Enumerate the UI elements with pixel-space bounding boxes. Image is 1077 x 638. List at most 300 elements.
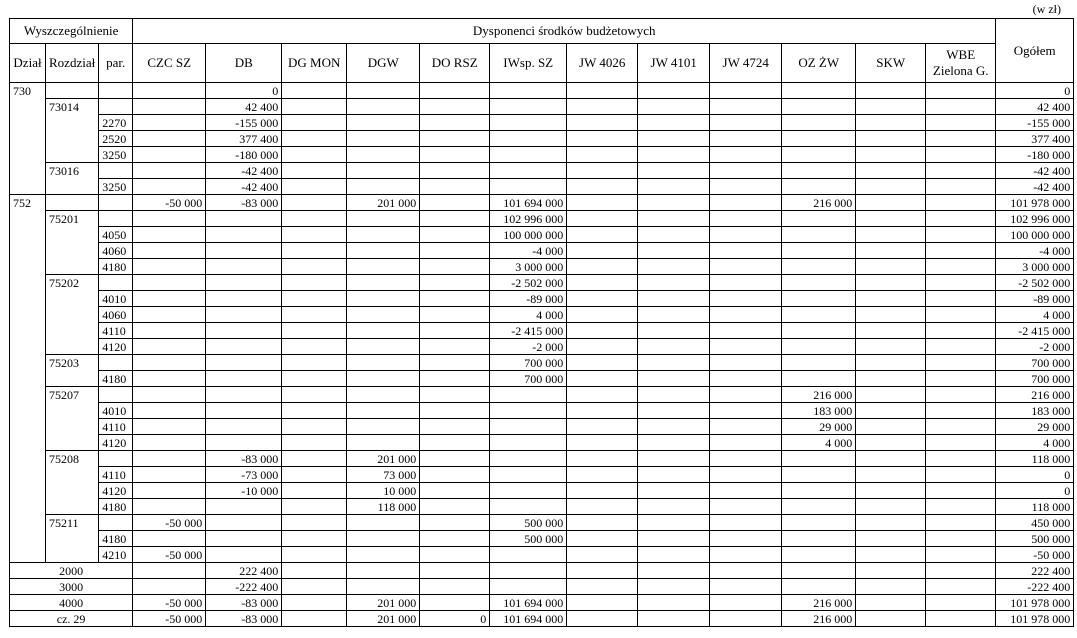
value-cell: [206, 499, 282, 515]
value-cell: 118 000: [347, 499, 420, 515]
value-cell: [282, 99, 347, 115]
value-cell: [490, 83, 567, 99]
value-cell: [347, 579, 420, 595]
rozdzial-cell: [46, 419, 99, 435]
table-row: [10, 99, 1074, 115]
value-cell: [638, 547, 710, 563]
value-cell: 73 000: [347, 467, 420, 483]
table-row: [10, 403, 1074, 419]
value-cell: -4 000: [490, 243, 567, 259]
value-cell: [782, 275, 856, 291]
table-row: [10, 531, 1074, 547]
value-cell: [856, 403, 926, 419]
value-cell: [133, 131, 206, 147]
value-cell: [282, 163, 347, 179]
par-cell: 4210: [99, 547, 133, 563]
value-cell: [926, 227, 996, 243]
value-cell: -155 000: [206, 115, 282, 131]
value-cell: -83 000: [206, 595, 282, 611]
value-cell: [856, 467, 926, 483]
value-cell: [710, 227, 782, 243]
value-cell: 10 000: [347, 483, 420, 499]
value-cell: [638, 467, 710, 483]
value-cell: [638, 371, 710, 387]
rozdzial-cell: [46, 323, 99, 339]
value-cell: [490, 163, 567, 179]
par-cell: 4110: [99, 419, 133, 435]
value-cell: 216 000: [782, 387, 856, 403]
value-cell: [206, 243, 282, 259]
table-row: [10, 115, 1074, 131]
table-row: [10, 499, 1074, 515]
value-cell: [420, 355, 490, 371]
value-cell: -42 400: [206, 179, 282, 195]
value-cell: [490, 547, 567, 563]
value-cell: [490, 387, 567, 403]
value-cell: [282, 531, 347, 547]
value-cell: [567, 579, 638, 595]
value-cell: [282, 227, 347, 243]
value-cell: 0: [206, 83, 282, 99]
summary-row: [10, 611, 1074, 627]
value-cell: [567, 339, 638, 355]
dzial-cell: [10, 243, 46, 259]
total-cell: 100 000 000: [996, 227, 1074, 243]
value-cell: [856, 611, 926, 627]
value-cell: [856, 499, 926, 515]
rozdzial-cell: [46, 291, 99, 307]
value-cell: [926, 259, 996, 275]
value-cell: -50 000: [133, 611, 206, 627]
value-cell: [420, 131, 490, 147]
value-cell: [420, 243, 490, 259]
value-cell: [133, 579, 206, 595]
value-cell: [206, 307, 282, 323]
budget-table: [9, 18, 1074, 627]
value-cell: [710, 499, 782, 515]
par-cell: 4120: [99, 435, 133, 451]
par-cell: 4010: [99, 403, 133, 419]
value-cell: [856, 179, 926, 195]
table-row: [10, 323, 1074, 339]
value-cell: -2 502 000: [490, 275, 567, 291]
value-cell: [420, 371, 490, 387]
rozdzial-cell: 75203: [46, 355, 99, 371]
value-cell: [856, 163, 926, 179]
dzial-cell: [10, 131, 46, 147]
value-cell: [347, 179, 420, 195]
dzial-cell: [10, 515, 46, 531]
value-cell: -10 000: [206, 483, 282, 499]
table-body: [10, 83, 1074, 627]
value-cell: [710, 179, 782, 195]
table-row: [10, 83, 1074, 99]
value-cell: 201 000: [347, 451, 420, 467]
value-cell: -2 415 000: [490, 323, 567, 339]
value-cell: [638, 339, 710, 355]
value-cell: [782, 339, 856, 355]
rozdzial-cell: [46, 259, 99, 275]
value-cell: [638, 83, 710, 99]
value-cell: [206, 275, 282, 291]
value-cell: [926, 371, 996, 387]
dzial-cell: [10, 467, 46, 483]
value-cell: [710, 515, 782, 531]
value-cell: [567, 259, 638, 275]
value-cell: [282, 323, 347, 339]
par-cell: 4180: [99, 499, 133, 515]
header-col-5: IWsp. SZ: [490, 44, 567, 83]
rozdzial-cell: [46, 307, 99, 323]
dzial-cell: [10, 179, 46, 195]
header-col-2: DG MON: [282, 44, 347, 83]
value-cell: [133, 371, 206, 387]
total-cell: -42 400: [996, 179, 1074, 195]
table-row: [10, 211, 1074, 227]
total-cell: 4 000: [996, 307, 1074, 323]
value-cell: [567, 275, 638, 291]
value-cell: [710, 243, 782, 259]
value-cell: [856, 515, 926, 531]
dzial-cell: [10, 451, 46, 467]
value-cell: [282, 563, 347, 579]
value-cell: [567, 547, 638, 563]
par-cell: [99, 99, 133, 115]
value-cell: [567, 611, 638, 627]
par-cell: [99, 451, 133, 467]
value-cell: -83 000: [206, 195, 282, 211]
value-cell: [206, 211, 282, 227]
table-row: [10, 451, 1074, 467]
value-cell: [282, 403, 347, 419]
value-cell: [856, 291, 926, 307]
dzial-cell: [10, 371, 46, 387]
header-col-8: JW 4724: [710, 44, 782, 83]
value-cell: 500 000: [490, 515, 567, 531]
value-cell: [710, 147, 782, 163]
value-cell: [567, 227, 638, 243]
value-cell: [638, 323, 710, 339]
value-cell: [567, 179, 638, 195]
value-cell: [926, 531, 996, 547]
value-cell: [420, 483, 490, 499]
header-col-9: OZ ŻW: [782, 44, 856, 83]
value-cell: 216 000: [782, 611, 856, 627]
par-cell: 3250: [99, 179, 133, 195]
value-cell: [490, 419, 567, 435]
value-cell: [856, 451, 926, 467]
value-cell: [282, 115, 347, 131]
value-cell: [856, 435, 926, 451]
total-cell: 700 000: [996, 371, 1074, 387]
value-cell: [347, 387, 420, 403]
value-cell: [206, 371, 282, 387]
value-cell: [567, 515, 638, 531]
value-cell: [782, 579, 856, 595]
value-cell: [856, 419, 926, 435]
total-cell: -222 400: [996, 579, 1074, 595]
value-cell: [420, 387, 490, 403]
summary-row: [10, 563, 1074, 579]
value-cell: [782, 467, 856, 483]
value-cell: [782, 291, 856, 307]
value-cell: [926, 451, 996, 467]
value-cell: [282, 547, 347, 563]
value-cell: 183 000: [782, 403, 856, 419]
par-cell: 2520: [99, 131, 133, 147]
value-cell: [206, 403, 282, 419]
value-cell: -180 000: [206, 147, 282, 163]
value-cell: [420, 563, 490, 579]
value-cell: [782, 227, 856, 243]
value-cell: [206, 291, 282, 307]
value-cell: [282, 195, 347, 211]
value-cell: [567, 195, 638, 211]
table-row: [10, 179, 1074, 195]
value-cell: [638, 531, 710, 547]
value-cell: [206, 355, 282, 371]
value-cell: [133, 499, 206, 515]
value-cell: 700 000: [490, 355, 567, 371]
value-cell: [782, 483, 856, 499]
value-cell: [926, 611, 996, 627]
header-par: par.: [99, 44, 133, 83]
rozdzial-cell: [46, 467, 99, 483]
value-cell: -83 000: [206, 451, 282, 467]
value-cell: [420, 451, 490, 467]
value-cell: 201 000: [347, 611, 420, 627]
value-cell: [347, 275, 420, 291]
table-row: [10, 387, 1074, 403]
dzial-cell: [10, 307, 46, 323]
value-cell: [926, 131, 996, 147]
value-cell: [926, 387, 996, 403]
value-cell: [420, 435, 490, 451]
value-cell: [856, 323, 926, 339]
rozdzial-cell: 75208: [46, 451, 99, 467]
value-cell: [856, 531, 926, 547]
value-cell: [567, 99, 638, 115]
value-cell: [926, 291, 996, 307]
value-cell: [282, 467, 347, 483]
rozdzial-cell: [46, 227, 99, 243]
value-cell: [420, 275, 490, 291]
value-cell: [856, 547, 926, 563]
value-cell: [567, 371, 638, 387]
rozdzial-cell: [46, 83, 99, 99]
value-cell: [420, 595, 490, 611]
value-cell: -2 000: [490, 339, 567, 355]
value-cell: [420, 323, 490, 339]
total-cell: 29 000: [996, 419, 1074, 435]
value-cell: [490, 403, 567, 419]
value-cell: [490, 179, 567, 195]
value-cell: 4 000: [782, 435, 856, 451]
value-cell: [567, 419, 638, 435]
value-cell: [856, 275, 926, 291]
total-cell: 4 000: [996, 435, 1074, 451]
value-cell: [282, 243, 347, 259]
value-cell: [133, 403, 206, 419]
rozdzial-cell: [46, 403, 99, 419]
value-cell: [567, 163, 638, 179]
value-cell: [710, 419, 782, 435]
value-cell: [638, 115, 710, 131]
value-cell: [856, 115, 926, 131]
value-cell: [710, 451, 782, 467]
value-cell: [638, 131, 710, 147]
value-cell: [710, 211, 782, 227]
par-cell: 4050: [99, 227, 133, 243]
table-row: [10, 131, 1074, 147]
value-cell: [282, 355, 347, 371]
total-cell: 500 000: [996, 531, 1074, 547]
value-cell: [926, 195, 996, 211]
value-cell: [282, 499, 347, 515]
value-cell: [567, 595, 638, 611]
value-cell: 29 000: [782, 419, 856, 435]
value-cell: [490, 99, 567, 115]
value-cell: [206, 259, 282, 275]
rozdzial-cell: 75202: [46, 275, 99, 291]
value-cell: -83 000: [206, 611, 282, 627]
value-cell: [420, 179, 490, 195]
rozdzial-cell: [46, 195, 99, 211]
value-cell: [710, 531, 782, 547]
value-cell: [347, 563, 420, 579]
value-cell: [567, 483, 638, 499]
dzial-cell: [10, 387, 46, 403]
dzial-cell: [10, 227, 46, 243]
total-cell: 101 978 000: [996, 595, 1074, 611]
header-col-11: WBE Zielona G.: [926, 44, 996, 83]
value-cell: [567, 499, 638, 515]
value-cell: [282, 307, 347, 323]
value-cell: [282, 259, 347, 275]
rozdzial-cell: [46, 179, 99, 195]
value-cell: [206, 227, 282, 243]
value-cell: [282, 339, 347, 355]
value-cell: [710, 275, 782, 291]
rozdzial-cell: [46, 147, 99, 163]
value-cell: [420, 83, 490, 99]
value-cell: [282, 291, 347, 307]
value-cell: [133, 355, 206, 371]
value-cell: [490, 483, 567, 499]
value-cell: [567, 131, 638, 147]
table-row: [10, 419, 1074, 435]
value-cell: [782, 115, 856, 131]
value-cell: [567, 323, 638, 339]
value-cell: [710, 115, 782, 131]
value-cell: [490, 147, 567, 163]
value-cell: [420, 195, 490, 211]
value-cell: [282, 211, 347, 227]
value-cell: [133, 387, 206, 403]
value-cell: [282, 483, 347, 499]
value-cell: [710, 547, 782, 563]
value-cell: [347, 163, 420, 179]
value-cell: [856, 131, 926, 147]
rozdzial-cell: 73014: [46, 99, 99, 115]
header-col-6: JW 4026: [567, 44, 638, 83]
value-cell: [420, 227, 490, 243]
par-cell: 4010: [99, 291, 133, 307]
value-cell: [133, 435, 206, 451]
value-cell: [567, 115, 638, 131]
summary-label: cz. 29: [10, 611, 133, 627]
value-cell: [856, 307, 926, 323]
table-row: [10, 515, 1074, 531]
value-cell: [420, 531, 490, 547]
value-cell: [782, 83, 856, 99]
value-cell: [856, 83, 926, 99]
value-cell: [710, 403, 782, 419]
value-cell: [710, 83, 782, 99]
total-cell: 222 400: [996, 563, 1074, 579]
value-cell: [638, 243, 710, 259]
par-cell: [99, 211, 133, 227]
par-cell: [99, 83, 133, 99]
value-cell: [710, 323, 782, 339]
value-cell: [856, 259, 926, 275]
dzial-cell: [10, 355, 46, 371]
table-row: [10, 163, 1074, 179]
value-cell: [282, 419, 347, 435]
total-cell: 0: [996, 467, 1074, 483]
value-cell: [926, 419, 996, 435]
value-cell: [856, 595, 926, 611]
total-cell: -42 400: [996, 163, 1074, 179]
table-row: [10, 227, 1074, 243]
value-cell: [926, 99, 996, 115]
value-cell: [206, 547, 282, 563]
value-cell: [567, 467, 638, 483]
value-cell: [710, 195, 782, 211]
total-cell: -2 502 000: [996, 275, 1074, 291]
value-cell: [856, 147, 926, 163]
value-cell: [926, 211, 996, 227]
value-cell: [133, 163, 206, 179]
value-cell: 100 000 000: [490, 227, 567, 243]
value-cell: [782, 307, 856, 323]
value-cell: [347, 259, 420, 275]
value-cell: [782, 163, 856, 179]
value-cell: [567, 147, 638, 163]
value-cell: [638, 307, 710, 323]
total-cell: 102 996 000: [996, 211, 1074, 227]
value-cell: [420, 115, 490, 131]
header-col-3: DGW: [347, 44, 420, 83]
total-cell: 118 000: [996, 451, 1074, 467]
total-cell: 183 000: [996, 403, 1074, 419]
value-cell: [638, 419, 710, 435]
header-dzial: Dział: [10, 44, 46, 83]
value-cell: [856, 387, 926, 403]
value-cell: [347, 547, 420, 563]
value-cell: [133, 563, 206, 579]
value-cell: [282, 435, 347, 451]
value-cell: [638, 291, 710, 307]
total-cell: -180 000: [996, 147, 1074, 163]
table-row: [10, 339, 1074, 355]
value-cell: [782, 99, 856, 115]
par-cell: [99, 275, 133, 291]
rozdzial-cell: [46, 499, 99, 515]
value-cell: [567, 83, 638, 99]
total-cell: 101 978 000: [996, 195, 1074, 211]
value-cell: [638, 355, 710, 371]
